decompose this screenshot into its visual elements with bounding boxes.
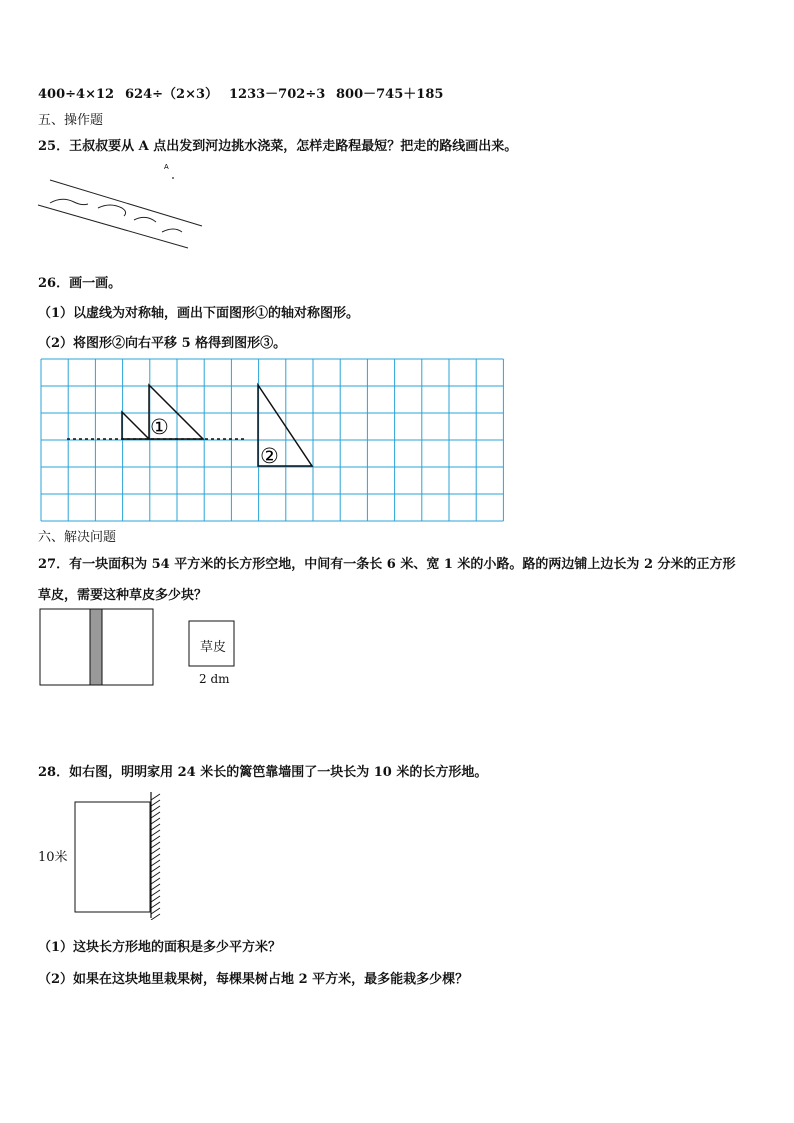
calculation-row — [38, 83, 443, 102]
fenced-field-figure — [74, 792, 166, 920]
q25-text: 25．王叔叔要从 A 点出发到河边挑水浇菜，怎样走路程最短？把走的路线画出来。 — [38, 139, 518, 154]
shape-2-label: ② — [260, 444, 279, 468]
section-5-title: 五、操作题 — [38, 113, 104, 128]
side-length-label: 10米 — [38, 850, 68, 865]
point-a — [172, 177, 174, 179]
q26-title: 26．画一画。 — [38, 276, 122, 291]
hatch-line — [151, 830, 160, 836]
wall-hatching — [151, 794, 160, 920]
calc-item: 800－745＋185 — [336, 87, 444, 102]
hatch-line — [151, 836, 160, 842]
calc-item: 400÷4×12 — [38, 87, 115, 102]
q28-part2: （2）如果在这块地里栽果树，每棵果树占地 2 平方米，最多能栽多少棵？ — [38, 972, 469, 987]
hatch-line — [151, 866, 160, 872]
hatch-line — [151, 860, 160, 866]
hatch-line — [151, 812, 160, 818]
q28-text: 28．如右图，明明家用 24 米长的篱笆靠墙围了一块长为 10 米的长方形地。 — [38, 765, 488, 780]
q26-part2: （2）将图形②向右平移 5 格得到图形③。 — [38, 336, 287, 351]
field-with-path-figure — [39, 608, 157, 688]
hatch-line — [151, 824, 160, 830]
river-figure — [30, 158, 220, 258]
q28-part1: （1）这块长方形地的面积是多少平方米？ — [38, 940, 282, 955]
hatch-line — [151, 890, 160, 896]
q26-part1: （1）以虚线为对称轴，画出下面图形①的轴对称图形。 — [38, 306, 360, 321]
hatch-line — [151, 884, 160, 890]
hatch-line — [151, 800, 160, 806]
hatch-line — [151, 914, 160, 920]
hatch-line — [151, 794, 160, 800]
hatch-line — [151, 872, 160, 878]
hatch-line — [151, 842, 160, 848]
calc-item: 1233－702÷3 — [229, 87, 326, 102]
calc-item: 624÷（2×3） — [125, 87, 219, 102]
turf-label: 草皮 — [200, 640, 227, 655]
hatch-line — [151, 878, 160, 884]
hatch-line — [151, 806, 160, 812]
q27-line1: 27．有一块面积为 54 平方米的长方形空地，中间有一条长 6 米、宽 1 米的小路。路的两边铺上边长为 2 分米的正方形 — [38, 557, 736, 572]
path-strip — [90, 609, 102, 685]
square-grid — [41, 359, 503, 521]
hatch-line — [151, 818, 160, 824]
shape-1-label: ① — [150, 415, 169, 439]
q27-line2: 草皮，需要这种草皮多少块？ — [38, 588, 208, 603]
point-a-label: A — [164, 164, 169, 171]
hatch-line — [151, 908, 160, 914]
hatch-line — [151, 848, 160, 854]
hatch-line — [151, 854, 160, 860]
hatch-line — [151, 902, 160, 908]
hatch-line — [151, 896, 160, 902]
section-6-title: 六、解决问题 — [38, 530, 117, 545]
turf-size-label: 2 dm — [199, 672, 230, 686]
shape-1-small-triangle — [122, 412, 149, 439]
grid-figure — [40, 358, 506, 522]
